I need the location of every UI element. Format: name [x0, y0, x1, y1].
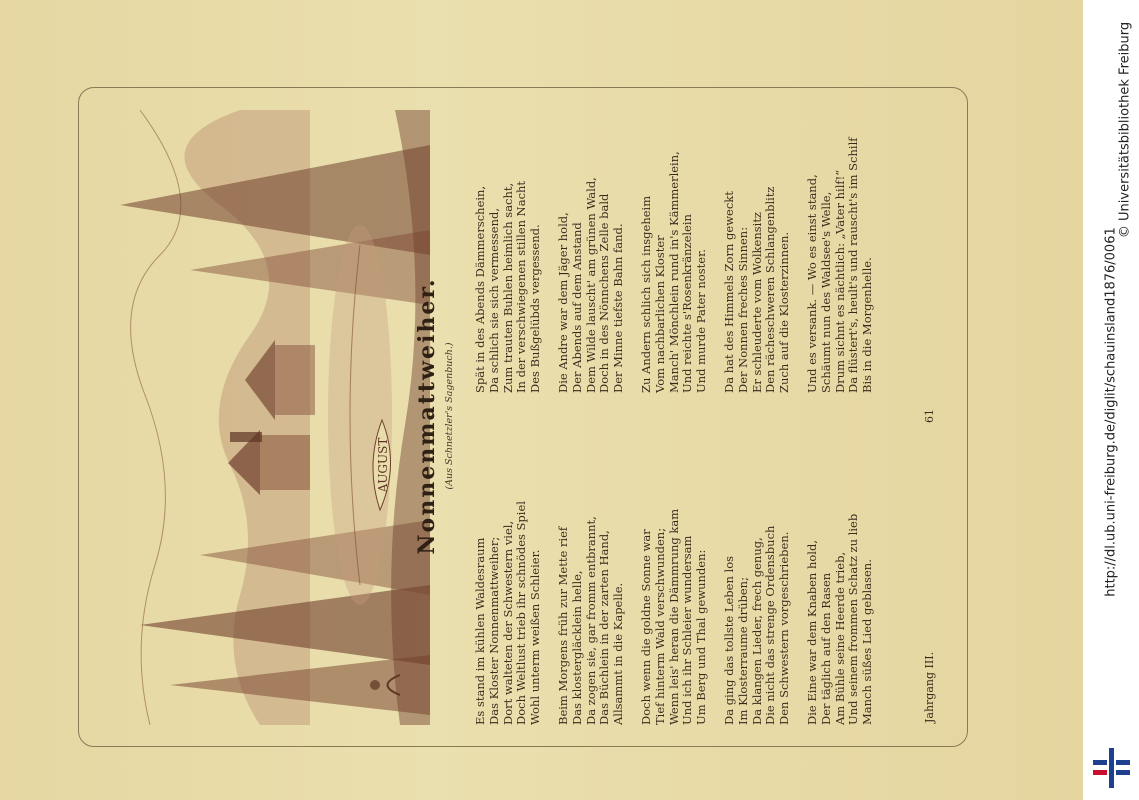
- verse-line: Er schleuderte vom Wolkensitz: [749, 212, 764, 393]
- verse-line: In der verschwiegenen stillen Nacht: [514, 180, 529, 393]
- stanza: [640, 425, 709, 725]
- stanza: [474, 93, 543, 393]
- verse-line: Zu Andern schlich sich insgeheim: [638, 195, 653, 393]
- verse-line: Der Minne tiefste Bahn fand.: [611, 223, 626, 393]
- verse-line: Allsammt in die Kapelle.: [611, 582, 626, 725]
- verse-line: Zum trauten Buhlen heimlich sacht,: [500, 182, 515, 393]
- stanza: [723, 425, 792, 725]
- volume-label: Jahrgang III.: [923, 651, 936, 723]
- verse-line: Wohl unterm weißen Schleier.: [528, 549, 543, 725]
- verse-line: Da flüstert's, heult's und rauscht's im Schilf: [846, 137, 861, 393]
- verse-line: Da schlich sie sich vermessend,: [486, 207, 501, 393]
- verse-line: Es stand im kühlen Waldesraum: [473, 537, 487, 725]
- verse-line: Im Klosterraume drüben;: [735, 577, 750, 725]
- verse-line: Doch wenn die goldne Sonne war: [638, 529, 653, 725]
- library-logo-icon: [1089, 746, 1133, 790]
- verse-line: Die Eine war dem Knaben hold,: [804, 540, 819, 725]
- stanza: [723, 93, 792, 393]
- verse-line: Beim Morgens früh zur Mette rief: [555, 526, 570, 725]
- verse-line: Bis in die Morgenhelle.: [860, 257, 875, 393]
- verse-line: Das Kloster Nonnenmattweiher;: [486, 536, 501, 725]
- copyright-notice: © Universitätsbibliothek Freiburg: [1117, 21, 1133, 239]
- verse-line: Und murde Pater noster.: [694, 249, 709, 393]
- verse-line: Dem Wilde lauscht' am grünen Wald,: [583, 177, 598, 393]
- permalink-url[interactable]: http://dl.ub.uni-freiburg.de/diglit/schauinsland1876/0061: [1103, 227, 1119, 597]
- verse-line: Spät in des Abends Dämmerschein,: [473, 185, 487, 393]
- verse-line: Und es versank. — Wo es einst stand,: [804, 174, 819, 393]
- verse-line: Da zogen sie, gar fromm entbrannt,: [583, 516, 598, 725]
- poem-column-right: [474, 93, 889, 393]
- verse-line: Das Büchlein in der zarten Hand,: [597, 530, 612, 725]
- verse-line: Da ging das tollste Leben los: [721, 555, 736, 725]
- verse-line: Der Abends auf dem Anstand: [569, 222, 584, 393]
- stanza: [557, 425, 626, 725]
- verse-line: Dort walteten der Schwestern viel,: [500, 520, 515, 725]
- poem-source: (Aus Schnetzler's Sagenbuch.): [444, 342, 455, 490]
- rotated-page-content: [78, 87, 966, 745]
- verse-line: Manch' Mönchlein rund in's Kämmerlein,: [666, 151, 681, 393]
- verse-line: Zuch auf die Klosterzinnen.: [777, 231, 792, 393]
- poem-title: Nonnenmattweiher.: [414, 277, 440, 555]
- verse-line: Und seinem frommen Schatz zu lieb: [846, 513, 861, 725]
- verse-line: Doch Weltlust trieb ihr schnödes Spiel: [514, 501, 529, 725]
- verse-line: Und ich ihr Schleier wundersam: [680, 535, 695, 725]
- stanza: [474, 425, 543, 725]
- verse-line: Wenn leis' heran die Dämmrung kam: [666, 508, 681, 725]
- verse-line: Um Berg und Thal gewunden:: [694, 549, 709, 725]
- verse-line: Die Andre war dem Jäger hold,: [555, 212, 570, 393]
- illustration-signature: AUGUST: [376, 437, 390, 493]
- landscape-illustration: [110, 110, 430, 725]
- verse-line: Da klangen Lieder, frech genug,: [749, 537, 764, 725]
- verse-line: Doch in des Nönnchens Zelle bald: [597, 193, 612, 393]
- stanza: [640, 93, 709, 393]
- stanza: [557, 93, 626, 393]
- verse-line: Tief hinterm Wald verschwunden;: [652, 527, 667, 725]
- verse-line: Vom nachbarlichen Kloster: [652, 235, 667, 393]
- verse-line: Der täglich auf den Rasen: [818, 572, 833, 725]
- page-number: 61: [923, 409, 936, 423]
- verse-line: Den Schwestern vorgeschrieben.: [777, 531, 792, 725]
- verse-line: Und reichte s'Rosenkränzelein: [680, 214, 695, 393]
- verse-line: Des Bußgelübds vergessend.: [528, 224, 543, 393]
- verse-line: Da hat des Himmels Zorn geweckt: [721, 191, 736, 393]
- poem-column-left: [474, 425, 889, 725]
- verse-line: Den rächeschweren Schlangenblitz: [763, 186, 778, 393]
- verse-line: Das klostergläcklein helle,: [569, 570, 584, 725]
- verse-line: Am Bühle seine Heerde trieb,: [832, 551, 847, 725]
- verse-line: Der Nonnen freches Sinnen:: [735, 226, 750, 393]
- stanza: [806, 425, 875, 725]
- verse-line: Drum sichnt es nächtlich: „Vater hilf!“: [832, 169, 847, 393]
- stanza: [806, 93, 875, 393]
- verse-line: Schäumt nun des Waldsee's Welle,: [818, 191, 833, 393]
- verse-line: Die nicht das strenge Ordensbuch: [763, 525, 778, 725]
- verse-line: Manch süßes Lied geblasen.: [860, 559, 875, 725]
